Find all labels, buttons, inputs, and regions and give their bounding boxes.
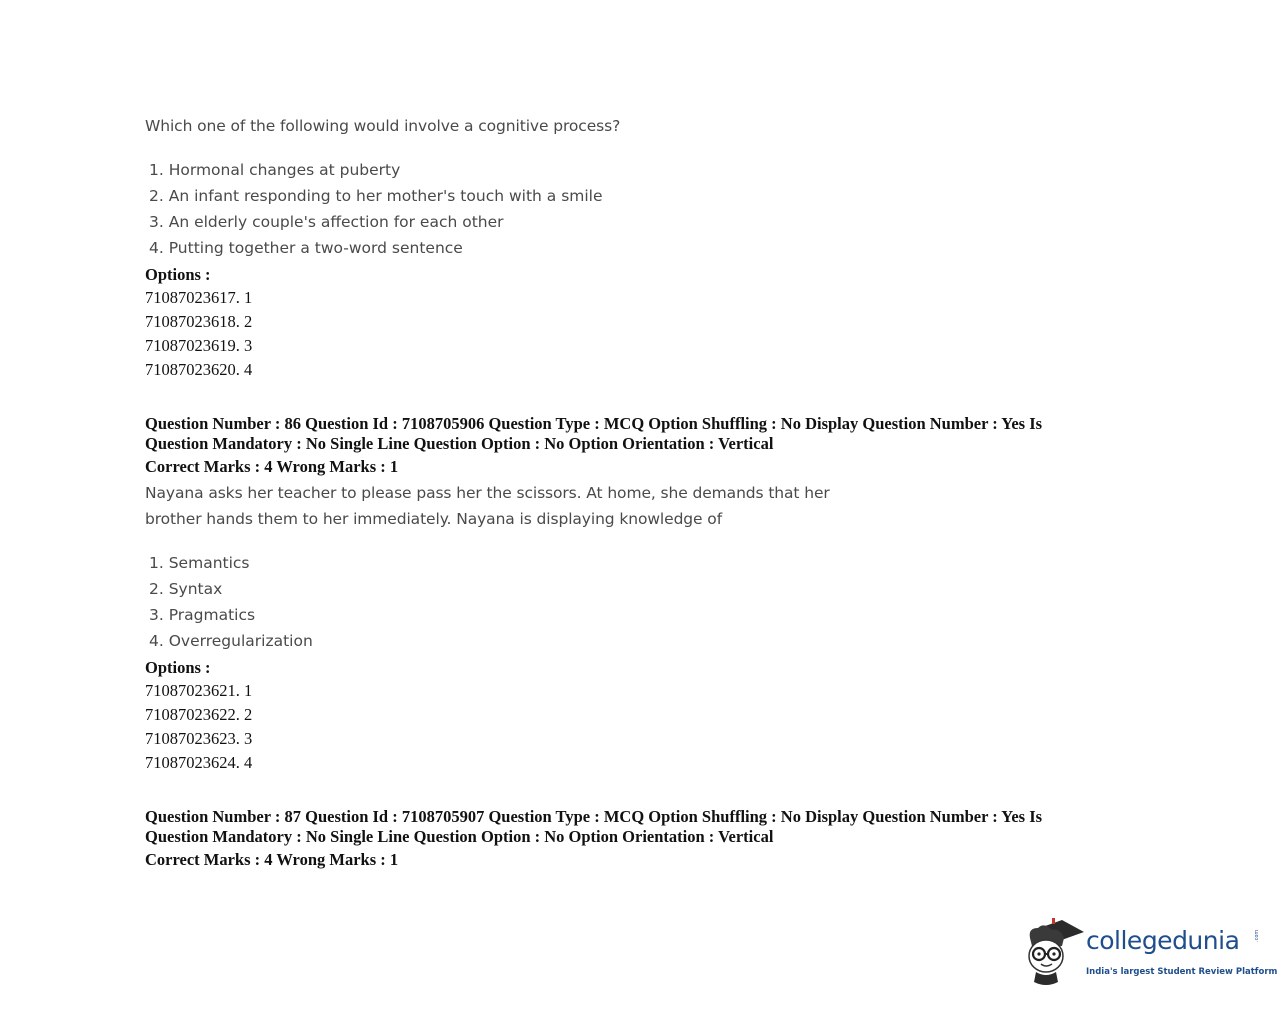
q85-option-2: 71087023618. 2 bbox=[145, 312, 253, 331]
logo-wordmark: collegedunia bbox=[1086, 926, 1240, 955]
q85-stem: Which one of the following would involve a cognitive process? bbox=[145, 117, 621, 135]
q86-options-label: Options : bbox=[145, 658, 211, 677]
mascot-graduate-icon bbox=[1024, 916, 1086, 988]
collegedunia-logo bbox=[1024, 916, 1278, 992]
q86-stem-line-2: brother hands them to her immediately. Nayana is displaying knowledge of bbox=[145, 510, 723, 528]
q85-options-label: Options : bbox=[145, 265, 211, 284]
logo-tagline: India's largest Student Review Platform bbox=[1086, 967, 1278, 977]
q85-choice-1: 1. Hormonal changes at puberty bbox=[149, 161, 401, 179]
q86-option-1: 71087023621. 1 bbox=[145, 681, 253, 700]
logo-suffix: .com bbox=[1254, 929, 1260, 942]
q86-stem-line-1: Nayana asks her teacher to please pass her the scissors. At home, she demands that her bbox=[145, 484, 830, 502]
q85-choice-4: 4. Putting together a two-word sentence bbox=[149, 239, 463, 257]
q87-meta-line-2: Question Mandatory : No Single Line Question Option : No Option Orientation : Vertical bbox=[145, 827, 774, 846]
q86-option-4: 71087023624. 4 bbox=[145, 753, 253, 772]
q86-option-3: 71087023623. 3 bbox=[145, 729, 253, 748]
q87-marks: Correct Marks : 4 Wrong Marks : 1 bbox=[145, 850, 399, 869]
q86-meta-line-1: Question Number : 86 Question Id : 7108705906 Question Type : MCQ Option Shuffling : No Display Question Number : Yes Is bbox=[145, 414, 1043, 433]
q86-meta bbox=[145, 414, 1105, 454]
q85-choice-3: 3. An elderly couple's affection for each other bbox=[149, 213, 504, 231]
q86-choice-1: 1. Semantics bbox=[149, 554, 250, 572]
q87-meta-line-1: Question Number : 87 Question Id : 7108705907 Question Type : MCQ Option Shuffling : No Display Question Number : Yes Is bbox=[145, 807, 1043, 826]
q87-meta bbox=[145, 807, 1105, 847]
q86-choice-2: 2. Syntax bbox=[149, 580, 223, 598]
q86-choice-3: 3. Pragmatics bbox=[149, 606, 256, 624]
q86-meta-line-2: Question Mandatory : No Single Line Question Option : No Option Orientation : Vertical bbox=[145, 434, 774, 453]
q86-option-2: 71087023622. 2 bbox=[145, 705, 253, 724]
q86-marks: Correct Marks : 4 Wrong Marks : 1 bbox=[145, 457, 399, 476]
q85-option-3: 71087023619. 3 bbox=[145, 336, 253, 355]
q86-choice-4: 4. Overregularization bbox=[149, 632, 313, 650]
q85-choice-2: 2. An infant responding to her mother's touch with a smile bbox=[149, 187, 603, 205]
q85-option-4: 71087023620. 4 bbox=[145, 360, 253, 379]
q85-option-1: 71087023617. 1 bbox=[145, 288, 253, 307]
